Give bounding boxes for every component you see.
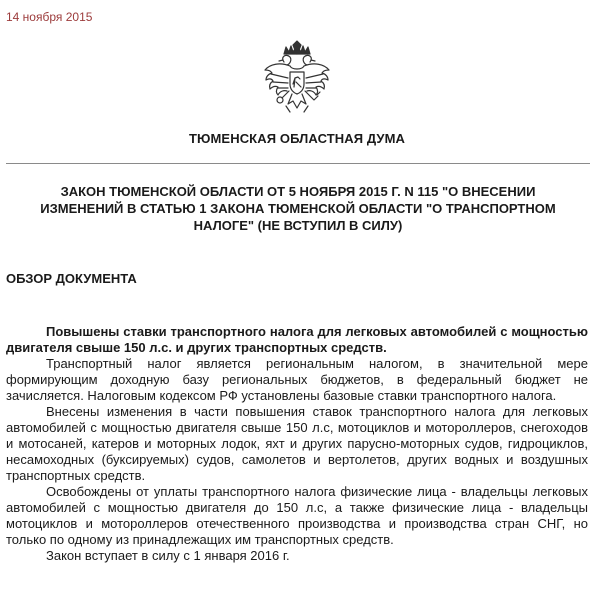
body-paragraph: Внесены изменения в части повышения ставок транспортного налога для легковых автомобилей с мощностью двигателя свыше 150 л.с, мотоциклов и мотороллеров, снегоходов и мотосаней, катеров и моторных лодок, яхт и других парусно-моторных судов, гидроциклов, несамоходных (буксируемых) судов, самолетов и вертолетов, других водных и воздушных транспортных средств. (6, 404, 588, 483)
document-body (6, 324, 588, 564)
summary-paragraph: Повышены ставки транспортного налога для легковых автомобилей с мощностью двигателя свыше 150 л.с. и других транспортных средств. (6, 324, 588, 355)
divider (6, 163, 590, 164)
organization-title: ТЮМЕНСКАЯ ОБЛАСТНАЯ ДУМА (188, 131, 406, 146)
section-title: ОБЗОР ДОКУМЕНТА (6, 271, 137, 286)
body-paragraph: Транспортный налог является региональным налогом, в значительной мере формирующим доходную базу региональных бюджетов, в федеральный бюджет не зачисляется. Налоговым кодексом РФ установлены базовые ставки транспортного налога. (6, 356, 588, 403)
body-paragraph: Освобождены от уплаты транспортного налога физические лица - владельцы легковых автомобилей с мощностью двигателя до 150 л.с, а также физические лица - владельцы мотоциклов и мотороллеров отечественного производства и производства стран СНГ, но только по одному из принадлежащих им транспортных средств. (6, 484, 588, 547)
law-title: ЗАКОН ТЮМЕНСКОЙ ОБЛАСТИ ОТ 5 НОЯБРЯ 2015 Г. N 115 "О ВНЕСЕНИИ ИЗМЕНЕНИЙ В СТАТЬЮ 1 ЗАКОНА ТЮМЕНСКОЙ ОБЛАСТИ "О ТРАНСПОРТНОМ НАЛОГЕ" (НЕ ВСТУПИЛ В СИЛУ) (40, 184, 556, 233)
coat-of-arms-icon (262, 40, 332, 118)
body-paragraph: Закон вступает в силу с 1 января 2016 г. (46, 548, 290, 563)
document-date: 14 ноября 2015 (6, 10, 93, 24)
